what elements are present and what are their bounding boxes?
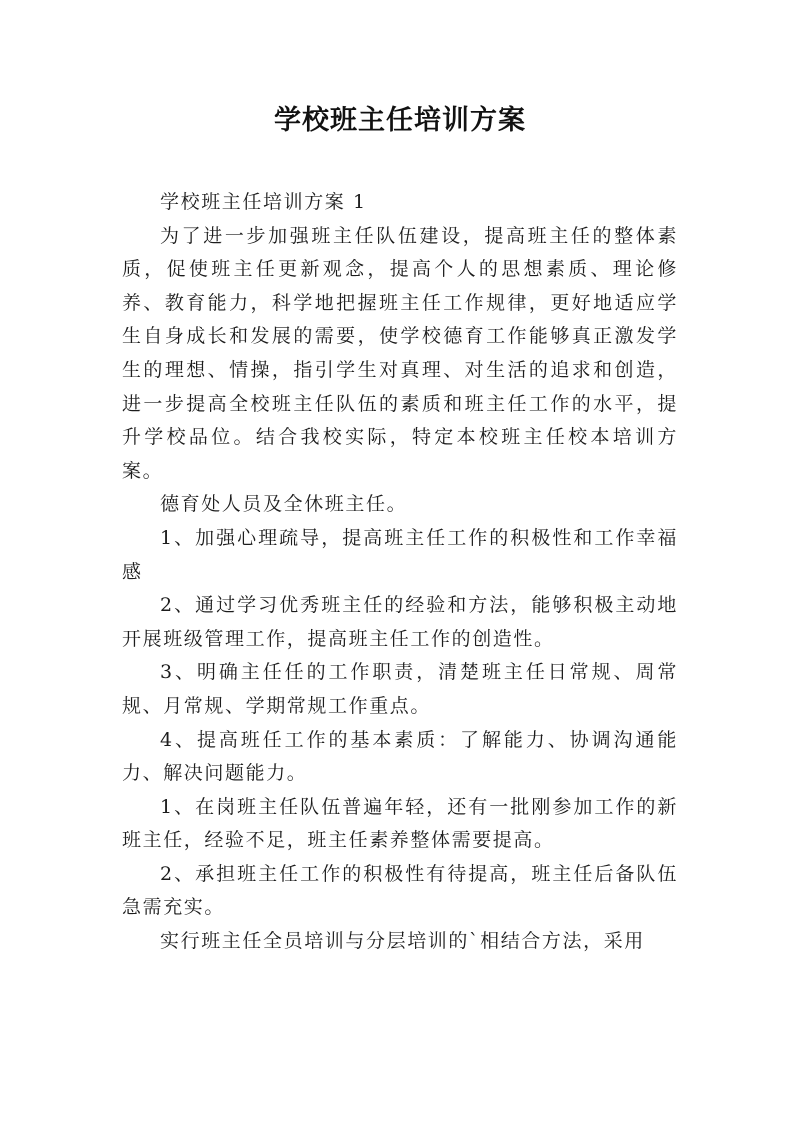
paragraph-goal-1: 1、加强心理疏导，提高班主任工作的积极性和工作幸福感 — [122, 526, 678, 583]
paragraph-purpose: 为了进一步加强班主任队伍建设，提高班主任的整体素质，促使班主任更新观念，提高个人的思想素质、理论修养、教育能力，科学地把握班主任工作规律，更好地适应学生自身成长和发展的需要，使学校德育工作能够真正激发学生的理想、情操，指引学生对真理、对生活的追求和创造，进一步提高全校班主任队伍的素质和班主任工作的水平，提升学校品位。结合我校实际，特定本校班主任校本培训方案。 — [122, 224, 678, 482]
paragraph-situation-1: 1、在岗班主任队伍普遍年轻，还有一批刚参加工作的新班主任，经验不足，班主任素养整体需要提高。 — [122, 795, 678, 852]
paragraph-participants: 德育处人员及全休班主任。 — [160, 493, 408, 516]
paragraph-section-heading: 学校班主任培训方案 1 — [160, 191, 367, 213]
paragraph-goal-2: 2、通过学习优秀班主任的经验和方法，能够积极主动地开展班级管理工作，提高班主任工作的创造性。 — [122, 594, 678, 650]
document-body — [122, 186, 678, 959]
paragraph-method: 实行班主任全员培训与分层培训的`相结合方法，采用 — [160, 930, 645, 953]
paragraph-situation-2: 2、承担班主任工作的积极性有待提高，班主任后备队伍急需充实。 — [122, 862, 678, 919]
document-title: 学校班主任培训方案 — [274, 105, 526, 136]
paragraph-goal-3: 3、明确主任任的工作职责，清楚班主任日常规、周常规、月常规、学期常规工作重点。 — [122, 661, 678, 717]
paragraph-goal-4: 4、提高班任工作的基本素质：了解能力、协调沟通能力、解决问题能力。 — [122, 728, 678, 785]
